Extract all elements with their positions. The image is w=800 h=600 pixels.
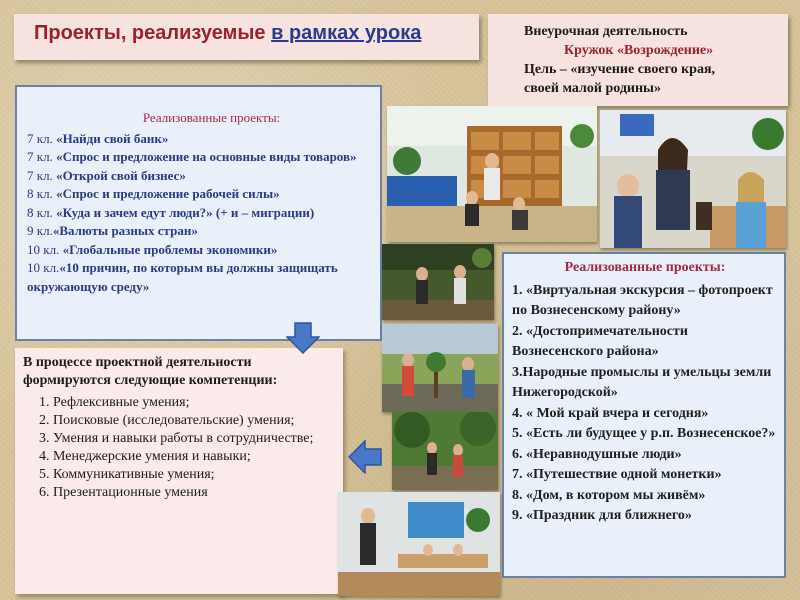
extracurricular-title: Внеурочная деятельность <box>524 24 688 39</box>
page-title <box>14 14 479 60</box>
project-grade: 7 кл. <box>27 130 57 146</box>
realized-project-item <box>27 241 372 260</box>
photo-park-cleanup <box>392 412 498 490</box>
project-grade: 10 кл. <box>27 241 63 257</box>
realized-project-item <box>27 167 372 186</box>
photo-tree-planting <box>382 324 498 412</box>
local-project-item: 7. «Путешествие одной монетки» <box>512 467 722 482</box>
project-grade: 8 кл. <box>27 186 57 201</box>
competence-item: 3. Умения и навыки работы в сотрудничестве; <box>53 430 337 448</box>
local-project-item: 6. «Неравнодушные люди» <box>512 446 682 462</box>
local-project-item: 3.Народные промыслы и умельцы земли Нижегородской» <box>512 364 772 400</box>
title-link[interactable]: в рамках урока <box>271 22 422 44</box>
project-grade: 9 кл. <box>27 223 53 238</box>
project-grade: 7 кл. <box>27 167 57 183</box>
project-name: «Спрос и предложение рабочей силы» <box>56 186 280 201</box>
project-name: «10 причин, по которым вы должны защищать окружающую среду» <box>27 260 338 294</box>
project-grade: 7 кл. <box>27 149 57 164</box>
project-name: «Валюты разных стран» <box>52 223 198 238</box>
realized-project-item <box>27 130 372 149</box>
project-grade: 10 кл. <box>27 260 60 275</box>
competence-item: 1. Рефлексивные умения; <box>53 394 337 412</box>
realized-project-item <box>27 185 372 204</box>
local-project-item: 5. «Есть ли будущее у р.п. Вознесенское?» <box>512 426 776 441</box>
realized-projects-heading: Реализованные проекты: <box>142 110 281 125</box>
project-name: «Найди свой банк» <box>56 130 169 146</box>
competences-box <box>15 348 343 594</box>
competence-item: 2. Поисковые (исследовательские) умения; <box>53 412 337 430</box>
realized-projects-list <box>27 130 372 297</box>
realized-project-item <box>27 259 372 296</box>
realized-projects-list-right <box>512 281 778 527</box>
project-name: «Глобальные проблемы экономики» <box>62 241 278 257</box>
local-project-item: 8. «Дом, в котором мы живём» <box>512 487 706 503</box>
realized-project-item <box>27 204 372 223</box>
local-project-item: 1. «Виртуальная экскурсия – фотопроект по Вознесенскому району» <box>512 282 773 318</box>
project-name: «Спрос и предложение на основные виды товаров» <box>56 149 357 164</box>
realized-projects-lessons <box>15 85 382 341</box>
project-grade: 8 кл. <box>27 204 57 220</box>
title-main: Проекты, реализуемые <box>34 22 272 44</box>
project-name: «Куда и зачем едут люди?» (+ и – миграции) <box>56 204 315 220</box>
extracurricular-box <box>488 14 788 106</box>
photo-garden-work <box>382 244 494 320</box>
competence-item: 6. Презентационные умения <box>53 484 337 502</box>
competence-item: 4. Менеджерские умения и навыки; <box>53 448 337 466</box>
goal-line-2: своей малой родины» <box>524 81 661 96</box>
arrow-left-icon <box>348 440 382 474</box>
photo-teacher-classroom <box>338 492 500 596</box>
goal-line-1: Цель – «изучение своего края, <box>524 62 716 77</box>
project-name: «Открой свой бизнес» <box>56 167 186 183</box>
competences-heading: В процессе проектной деятельности формируются следующие компетенции: <box>23 355 278 388</box>
realized-projects-heading-right: Реализованные проекты: <box>564 260 726 275</box>
competences-list <box>23 394 337 502</box>
realized-project-item <box>27 148 372 167</box>
local-project-item: 9. «Праздник для ближнего» <box>512 508 692 523</box>
photo-museum-room <box>387 106 597 242</box>
realized-projects-extracurricular <box>502 252 786 578</box>
photo-classroom-girls <box>600 110 786 248</box>
circle-name: Кружок «Возрождение» <box>564 43 714 58</box>
local-project-item: 2. «Достопримечательности Вознесенского района» <box>512 323 688 359</box>
arrow-down-icon <box>286 322 320 354</box>
competence-item: 5. Коммуникативные умения; <box>53 466 337 484</box>
realized-project-item <box>27 222 372 241</box>
local-project-item: 4. « Мой край вчера и сегодня» <box>512 405 709 421</box>
